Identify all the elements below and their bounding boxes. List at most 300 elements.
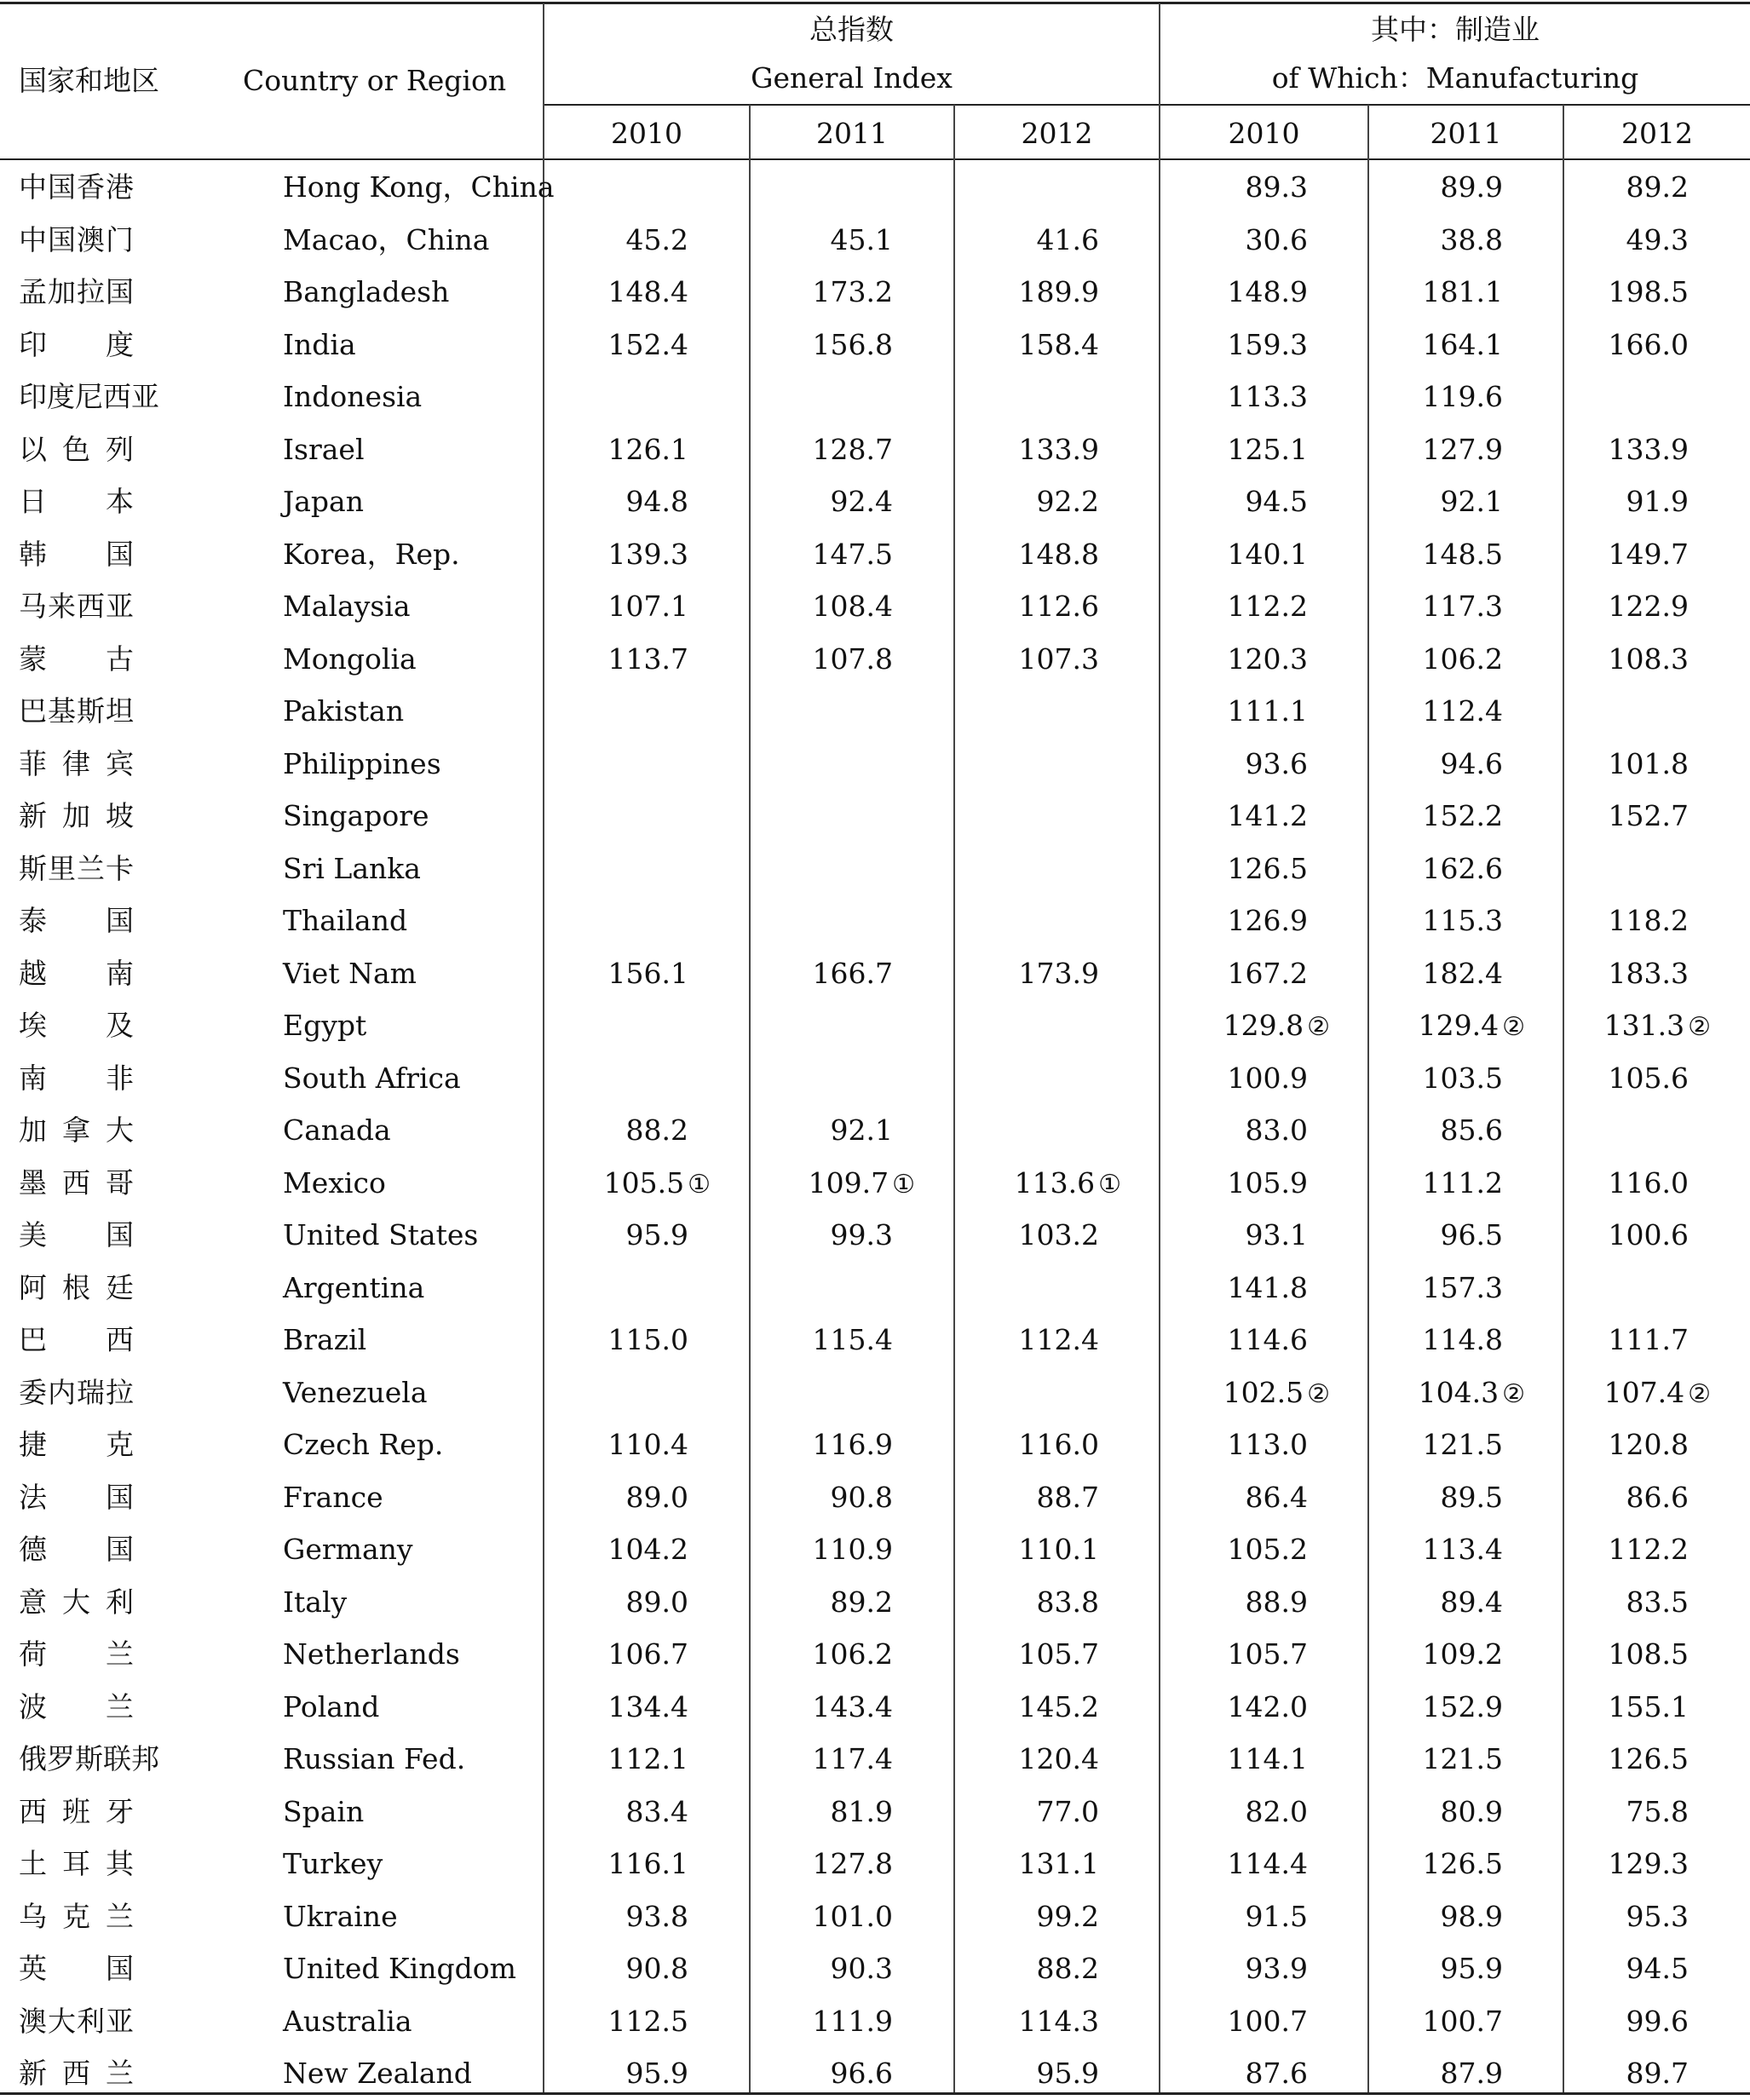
country-name-en: Israel [283, 432, 365, 466]
value-m2010 [1228, 319, 1308, 371]
table-row [0, 1681, 1750, 1734]
value-text: 112.2 [1227, 590, 1308, 623]
value-m2012 [1609, 633, 1689, 686]
country-name-en: New Zealand [283, 2057, 472, 2090]
country-name-cn: 俄罗斯联邦 [19, 1742, 159, 1775]
value-text: 116.0 [1608, 1165, 1689, 1200]
header-year-manuf-2012: 2012 [1621, 117, 1693, 150]
value-text: 108.4 [812, 590, 893, 623]
value-m2011 [1423, 528, 1503, 581]
value-m2011 [1423, 1838, 1503, 1890]
value-m2011 [1423, 843, 1503, 895]
value-text: 101.8 [1608, 746, 1689, 780]
value-text: 105.5 [603, 1165, 685, 1200]
value-text: 125.1 [1227, 432, 1308, 466]
value-g2012 [1019, 319, 1099, 371]
value-m2012 [1604, 999, 1711, 1054]
value-m2012 [1609, 947, 1689, 1000]
value-text: 104.2 [607, 1533, 688, 1566]
value-g2010 [626, 475, 688, 528]
value-m2012 [1609, 1157, 1689, 1210]
value-m2010 [1228, 1733, 1308, 1786]
value-text: 189.9 [1018, 275, 1099, 308]
value-g2012 [1037, 1786, 1099, 1838]
country-name-cn: 澳大利亚 [19, 2004, 134, 2038]
value-text: 86.4 [1245, 1480, 1308, 1514]
footnote-mark: ① [688, 1169, 711, 1200]
value-text: 133.9 [1608, 432, 1689, 466]
country-name-en: Italy [283, 1585, 348, 1619]
value-text: 107.3 [1018, 642, 1099, 676]
value-text: 107.1 [607, 590, 688, 623]
value-m2011 [1441, 1576, 1503, 1629]
value-text: 41.6 [1036, 222, 1099, 256]
value-g2012 [1037, 1890, 1099, 1943]
value-text: 92.1 [1440, 485, 1503, 518]
country-name-en: Czech Rep. [283, 1428, 444, 1461]
value-m2012 [1609, 1418, 1689, 1471]
value-text: 94.5 [1245, 485, 1308, 518]
country-name-en: Egypt [283, 1009, 367, 1042]
value-g2010 [608, 633, 688, 686]
value-m2011 [1441, 1786, 1503, 1838]
value-text: 148.9 [1227, 275, 1308, 308]
value-text: 92.4 [830, 485, 893, 518]
value-m2012 [1609, 1838, 1689, 1890]
country-name-cn: 墨西哥 [19, 1165, 134, 1200]
value-text: 113.7 [607, 642, 688, 676]
value-g2010 [626, 1471, 688, 1524]
value-g2011 [813, 1995, 893, 2048]
header-year-general-2012: 2012 [1021, 117, 1093, 150]
table-row [0, 895, 1750, 947]
value-m2011 [1441, 1890, 1503, 1943]
value-g2011 [831, 1786, 893, 1838]
header-year-manuf-2011: 2011 [1430, 117, 1502, 150]
country-name-cn: 新加坡 [19, 799, 134, 832]
table-row [0, 2047, 1750, 2100]
value-m2010 [1246, 1209, 1308, 1262]
value-text: 121.5 [1422, 1428, 1503, 1461]
value-text: 77.0 [1036, 1794, 1099, 1828]
value-text: 115.0 [607, 1323, 688, 1356]
value-g2011 [831, 2047, 893, 2100]
value-text: 148.4 [607, 275, 688, 308]
value-text: 99.6 [1626, 2004, 1689, 2038]
country-name-cn: 马来西亚 [19, 590, 134, 623]
value-m2011 [1423, 633, 1503, 686]
value-text: 83.0 [1245, 1113, 1308, 1147]
country-name-cn: 英国 [19, 1952, 134, 1985]
value-text: 112.6 [1018, 590, 1099, 623]
header-year-general-2011: 2011 [816, 117, 888, 150]
value-m2010 [1223, 999, 1330, 1054]
value-m2011 [1423, 1052, 1503, 1105]
country-name-cn: 斯里兰卡 [19, 851, 134, 885]
value-g2010 [608, 1523, 688, 1576]
value-m2011 [1441, 1942, 1503, 1995]
table-row [0, 214, 1750, 267]
value-text: 109.7 [808, 1165, 889, 1200]
table-row [0, 161, 1750, 214]
country-name-cn: 阿根廷 [19, 1270, 134, 1304]
header-country-en: Country or Region [243, 64, 507, 97]
value-m2012 [1609, 266, 1689, 319]
value-text: 89.5 [1440, 1480, 1503, 1514]
country-name-en: Indonesia [283, 380, 423, 413]
value-text: 111.2 [1422, 1165, 1503, 1200]
value-text: 108.5 [1608, 1637, 1689, 1671]
value-m2011 [1423, 319, 1503, 371]
country-name-en: Hong Kong，China [283, 170, 555, 204]
table-row [0, 475, 1750, 528]
value-text: 89.2 [830, 1585, 893, 1619]
footnote-mark: ② [1307, 1378, 1330, 1409]
value-g2010 [608, 1628, 688, 1681]
country-name-en: Brazil [283, 1323, 367, 1356]
country-name-en: Thailand [283, 904, 408, 937]
value-g2011 [831, 475, 893, 528]
table-row [0, 1157, 1750, 1210]
value-text: 167.2 [1227, 956, 1308, 990]
footnote-mark: ② [1688, 1378, 1711, 1409]
value-g2010 [626, 1890, 688, 1943]
table-row [0, 1628, 1750, 1681]
value-m2012 [1626, 1890, 1689, 1943]
value-m2012 [1609, 738, 1689, 791]
value-text: 30.6 [1245, 222, 1308, 256]
value-m2010 [1228, 266, 1308, 319]
value-text: 93.6 [1245, 746, 1308, 780]
value-g2011 [831, 1209, 893, 1262]
table-row [0, 1995, 1750, 2048]
value-text: 141.8 [1227, 1270, 1308, 1304]
value-text: 129.3 [1608, 1847, 1689, 1880]
country-name-en: Japan [283, 485, 364, 518]
value-text: 118.2 [1608, 904, 1689, 937]
country-name-en: Korea，Rep. [283, 537, 460, 571]
value-m2012 [1609, 790, 1689, 843]
value-text: 96.6 [830, 2057, 893, 2090]
value-g2011 [809, 1157, 915, 1211]
value-m2011 [1441, 2047, 1503, 2100]
country-name-en: Venezuela [283, 1375, 428, 1409]
value-text: 100.7 [1227, 2004, 1308, 2038]
country-name-cn: 德国 [19, 1533, 134, 1566]
value-g2010 [626, 1576, 688, 1629]
value-text: 87.9 [1440, 2057, 1503, 2090]
value-text: 105.2 [1227, 1533, 1308, 1566]
value-text: 106.7 [607, 1637, 688, 1671]
value-text: 173.2 [812, 275, 893, 308]
value-m2010 [1246, 2047, 1308, 2100]
table-row [0, 319, 1750, 371]
value-text: 152.2 [1422, 799, 1503, 832]
table-row [0, 790, 1750, 843]
value-text: 139.3 [607, 537, 688, 571]
value-text: 114.1 [1227, 1742, 1308, 1775]
value-g2010 [608, 580, 688, 633]
value-text: 114.3 [1018, 2004, 1099, 2038]
value-text: 93.8 [625, 1899, 688, 1933]
value-text: 117.3 [1422, 590, 1503, 623]
value-text: 122.9 [1608, 590, 1689, 623]
value-m2010 [1228, 1838, 1308, 1890]
value-g2011 [831, 1576, 893, 1629]
value-text: 126.5 [1608, 1742, 1689, 1775]
value-text: 156.8 [812, 327, 893, 361]
value-m2010 [1228, 1628, 1308, 1681]
value-m2011 [1441, 214, 1503, 267]
footnote-mark: ② [1502, 1378, 1525, 1409]
value-text: 80.9 [1440, 1794, 1503, 1828]
country-name-en: Viet Nam [283, 956, 417, 990]
table-row [0, 1314, 1750, 1366]
value-m2011 [1423, 1995, 1503, 2048]
value-text: 111.7 [1608, 1323, 1689, 1356]
top-rule [0, 2, 1750, 4]
value-text: 81.9 [830, 1794, 893, 1828]
value-m2011 [1441, 1471, 1503, 1524]
value-text: 113.6 [1014, 1165, 1096, 1200]
country-name-cn: 巴基斯坦 [19, 694, 134, 728]
value-text: 100.6 [1608, 1218, 1689, 1251]
value-m2010 [1246, 1576, 1308, 1629]
value-text: 116.1 [607, 1847, 688, 1880]
value-m2011 [1441, 1104, 1503, 1157]
value-text: 114.8 [1422, 1323, 1503, 1356]
value-m2010 [1223, 1366, 1330, 1421]
value-m2010 [1246, 1890, 1308, 1943]
country-name-cn: 委内瑞拉 [19, 1375, 134, 1409]
value-g2012 [1019, 1733, 1099, 1786]
value-text: 92.2 [1036, 485, 1099, 518]
table-row [0, 423, 1750, 476]
header-mid-rule [544, 104, 1750, 106]
value-text: 143.4 [812, 1689, 893, 1723]
table-row [0, 685, 1750, 738]
value-text: 89.2 [1626, 170, 1689, 204]
value-m2011 [1419, 999, 1525, 1054]
value-text: 121.5 [1422, 1742, 1503, 1775]
value-m2012 [1609, 1052, 1689, 1105]
value-m2010 [1246, 1942, 1308, 1995]
value-g2012 [1037, 2047, 1099, 2100]
header-general-en: General Index [751, 61, 953, 95]
country-name-en: Bangladesh [283, 275, 450, 308]
value-text: 164.1 [1422, 327, 1503, 361]
value-m2012 [1626, 475, 1689, 528]
value-g2012 [1019, 528, 1099, 581]
table-row [0, 947, 1750, 1000]
table-row [0, 1104, 1750, 1157]
value-g2012 [1019, 1628, 1099, 1681]
value-text: 148.8 [1018, 537, 1099, 571]
value-text: 141.2 [1227, 799, 1308, 832]
value-g2011 [813, 947, 893, 1000]
value-g2012 [1037, 1942, 1099, 1995]
country-name-en: Turkey [283, 1847, 383, 1880]
value-m2012 [1626, 214, 1689, 267]
value-g2011 [813, 528, 893, 581]
country-name-en: India [283, 327, 356, 361]
value-text: 113.0 [1227, 1428, 1308, 1461]
value-m2010 [1246, 1104, 1308, 1157]
value-text: 104.3 [1418, 1375, 1500, 1409]
value-m2010 [1228, 947, 1308, 1000]
value-text: 126.1 [607, 432, 688, 466]
value-m2012 [1609, 1523, 1689, 1576]
footnote-mark: ① [892, 1169, 915, 1200]
value-g2010 [608, 1314, 688, 1366]
value-m2012 [1626, 1471, 1689, 1524]
country-name-en: Argentina [283, 1270, 425, 1304]
value-text: 98.9 [1440, 1899, 1503, 1933]
value-g2011 [813, 1733, 893, 1786]
value-text: 92.1 [830, 1113, 893, 1147]
value-m2010 [1228, 1418, 1308, 1471]
country-name-cn: 意大利 [19, 1585, 134, 1619]
country-name-en: Pakistan [283, 694, 405, 728]
value-text: 127.8 [812, 1847, 893, 1880]
value-text: 134.4 [607, 1689, 688, 1723]
value-m2012 [1609, 1628, 1689, 1681]
country-name-cn: 法国 [19, 1480, 134, 1514]
value-m2011 [1423, 1681, 1503, 1734]
value-g2010 [626, 1209, 688, 1262]
value-text: 114.6 [1227, 1323, 1308, 1356]
value-g2011 [813, 319, 893, 371]
value-text: 126.5 [1422, 1847, 1503, 1880]
value-text: 110.1 [1018, 1533, 1099, 1566]
country-name-en: Ukraine [283, 1899, 398, 1933]
country-name-en: Canada [283, 1113, 391, 1147]
header-year-general-2010: 2010 [611, 117, 682, 150]
country-name-en: Australia [283, 2004, 412, 2038]
value-text: 105.7 [1018, 1637, 1099, 1671]
value-m2011 [1423, 1628, 1503, 1681]
value-text: 113.4 [1422, 1533, 1503, 1566]
value-m2012 [1626, 2047, 1689, 2100]
country-name-cn: 新西兰 [19, 2057, 134, 2090]
value-m2010 [1228, 1995, 1308, 2048]
value-m2012 [1609, 1733, 1689, 1786]
table-row [0, 1890, 1750, 1943]
value-g2011 [831, 1942, 893, 1995]
value-text: 112.1 [607, 1742, 688, 1775]
value-g2010 [608, 319, 688, 371]
value-text: 129.8 [1223, 1009, 1304, 1042]
value-text: 152.9 [1422, 1689, 1503, 1723]
value-g2011 [813, 1681, 893, 1734]
value-text: 152.4 [607, 327, 688, 361]
value-m2010 [1228, 895, 1308, 947]
value-text: 88.7 [1036, 1480, 1099, 1514]
value-m2012 [1609, 580, 1689, 633]
value-text: 49.3 [1626, 222, 1689, 256]
country-name-en: Russian Fed. [283, 1742, 466, 1775]
value-text: 83.8 [1036, 1585, 1099, 1619]
table-row [0, 738, 1750, 791]
value-text: 109.2 [1422, 1637, 1503, 1671]
value-text: 90.8 [830, 1480, 893, 1514]
country-name-en: Philippines [283, 746, 441, 780]
value-text: 107.8 [812, 642, 893, 676]
value-text: 198.5 [1608, 275, 1689, 308]
table-row [0, 1471, 1750, 1524]
value-text: 119.6 [1422, 380, 1503, 413]
table-body [0, 161, 1750, 2100]
country-name-cn: 以色列 [19, 432, 134, 466]
value-text: 90.8 [625, 1952, 688, 1985]
value-text: 117.4 [812, 1742, 893, 1775]
value-text: 115.3 [1422, 904, 1503, 937]
value-m2011 [1423, 1733, 1503, 1786]
value-text: 152.7 [1608, 799, 1689, 832]
value-m2010 [1228, 1157, 1308, 1210]
country-name-cn: 韩国 [19, 537, 134, 571]
value-g2011 [813, 633, 893, 686]
value-m2011 [1423, 1314, 1503, 1366]
value-text: 38.8 [1440, 222, 1503, 256]
table-row [0, 266, 1750, 319]
value-m2010 [1246, 1786, 1308, 1838]
value-text: 159.3 [1227, 327, 1308, 361]
footnote-mark: ② [1502, 1012, 1525, 1042]
value-m2011 [1423, 1262, 1503, 1315]
country-name-en: South Africa [283, 1061, 461, 1095]
value-g2012 [1019, 266, 1099, 319]
country-name-en: Poland [283, 1689, 380, 1723]
country-name-en: Singapore [283, 799, 429, 832]
table-row [0, 1576, 1750, 1629]
value-text: 128.7 [812, 432, 893, 466]
value-m2010 [1246, 475, 1308, 528]
value-g2011 [813, 1418, 893, 1471]
value-text: 140.1 [1227, 537, 1308, 571]
value-m2011 [1441, 1209, 1503, 1262]
value-text: 105.6 [1608, 1061, 1689, 1095]
table-row [0, 371, 1750, 423]
value-text: 89.0 [625, 1480, 688, 1514]
value-m2012 [1609, 1314, 1689, 1366]
value-m2012 [1609, 319, 1689, 371]
value-m2010 [1228, 580, 1308, 633]
value-text: 182.4 [1422, 956, 1503, 990]
country-name-cn: 越南 [19, 956, 134, 990]
value-m2011 [1423, 1157, 1503, 1210]
country-name-cn: 捷克 [19, 1428, 134, 1461]
value-text: 91.5 [1245, 1899, 1308, 1933]
value-text: 95.3 [1626, 1899, 1689, 1933]
table-row [0, 528, 1750, 581]
value-text: 86.6 [1626, 1480, 1689, 1514]
value-m2011 [1441, 161, 1503, 214]
value-g2012 [1019, 1209, 1099, 1262]
country-name-cn: 加拿大 [19, 1113, 134, 1147]
value-text: 111.1 [1227, 694, 1308, 728]
value-text: 126.9 [1227, 904, 1308, 937]
value-m2011 [1423, 423, 1503, 476]
country-name-cn: 乌克兰 [19, 1899, 134, 1933]
country-name-cn: 巴西 [19, 1323, 134, 1356]
value-m2010 [1228, 528, 1308, 581]
country-name-en: Netherlands [283, 1637, 460, 1671]
value-m2011 [1423, 895, 1503, 947]
value-m2010 [1246, 161, 1308, 214]
value-g2011 [813, 1838, 893, 1890]
country-name-en: Macao，China [283, 222, 490, 256]
